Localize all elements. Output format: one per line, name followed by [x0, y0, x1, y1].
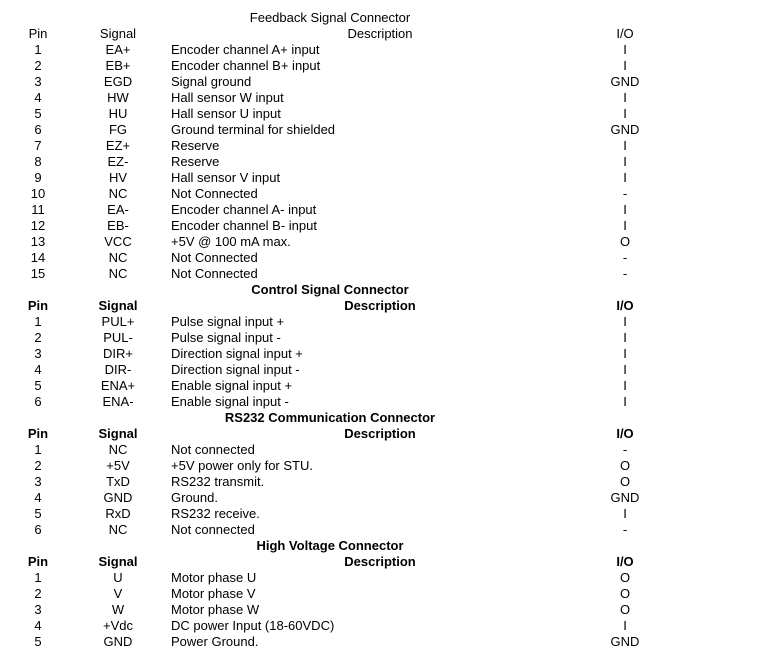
description-cell: Direction signal input +: [171, 346, 303, 361]
description-cell: Ground terminal for shielded: [171, 122, 336, 137]
signal-cell: W: [111, 602, 125, 617]
signal-cell: TxD: [106, 474, 130, 489]
description-cell: Encoder channel A- input: [171, 202, 317, 217]
section-title: Control Signal Connector: [251, 282, 409, 297]
section-title-row: [0, 538, 780, 554]
pin-cell: 5: [34, 378, 42, 393]
pin-cell: 1: [34, 314, 42, 329]
description-cell: Direction signal input -: [171, 362, 300, 377]
table-row: [0, 586, 780, 602]
table-row: [0, 170, 780, 186]
signal-cell: EZ-: [107, 154, 129, 169]
pin-cell: 12: [30, 218, 46, 233]
pin-cell: 1: [34, 42, 42, 57]
column-header-pin: Pin: [28, 26, 48, 41]
io-cell: GND: [610, 74, 640, 89]
description-cell: RS232 receive.: [171, 506, 260, 521]
io-cell: O: [619, 602, 631, 617]
column-header-signal: Signal: [98, 426, 138, 441]
io-cell: I: [623, 378, 627, 393]
signal-cell: +Vdc: [103, 618, 133, 633]
description-cell: Encoder channel B+ input: [171, 58, 321, 73]
column-header-description: Description: [347, 26, 413, 41]
pin-cell: 2: [34, 586, 42, 601]
pin-cell: 7: [34, 138, 42, 153]
io-cell: O: [619, 458, 631, 473]
description-cell: Not connected: [171, 442, 255, 457]
signal-cell: EB+: [105, 58, 131, 73]
pin-cell: 2: [34, 330, 42, 345]
description-cell: Ground.: [171, 490, 218, 505]
description-cell: Motor phase V: [171, 586, 256, 601]
io-cell: I: [623, 506, 627, 521]
signal-cell: HU: [108, 106, 128, 121]
table-header-row: [0, 26, 780, 42]
column-header-signal: Signal: [99, 26, 137, 41]
io-cell: O: [619, 586, 631, 601]
column-header-description: Description: [344, 298, 416, 313]
table-row: [0, 106, 780, 122]
pin-cell: 9: [34, 170, 42, 185]
pin-cell: 4: [34, 490, 42, 505]
pin-cell: 1: [34, 570, 42, 585]
section-title-row: [0, 410, 780, 426]
io-cell: -: [622, 250, 628, 265]
table-row: [0, 330, 780, 346]
table-row: [0, 570, 780, 586]
pin-cell: 10: [30, 186, 46, 201]
section-title-row: [0, 282, 780, 298]
description-cell: Motor phase W: [171, 602, 260, 617]
section-title-row: [0, 10, 780, 26]
io-cell: O: [619, 474, 631, 489]
table-row: [0, 522, 780, 538]
description-cell: Motor phase U: [171, 570, 257, 585]
table-row: [0, 74, 780, 90]
description-cell: Not Connected: [171, 250, 258, 265]
table-row: [0, 250, 780, 266]
signal-cell: RxD: [105, 506, 131, 521]
description-cell: Not connected: [171, 522, 255, 537]
section-title: High Voltage Connector: [256, 538, 404, 553]
signal-cell: GND: [103, 490, 133, 505]
table-header-row: [0, 298, 780, 314]
table-row: [0, 234, 780, 250]
table-row: [0, 506, 780, 522]
description-cell: Reserve: [171, 138, 220, 153]
column-header-signal: Signal: [98, 298, 138, 313]
table-row: [0, 474, 780, 490]
pin-cell: 4: [34, 362, 42, 377]
io-cell: GND: [610, 490, 640, 505]
section-title: Feedback Signal Connector: [249, 10, 411, 25]
signal-cell: PUL+: [101, 314, 135, 329]
io-cell: I: [623, 330, 627, 345]
io-cell: I: [623, 90, 627, 105]
signal-cell: NC: [108, 522, 128, 537]
description-cell: Pulse signal input -: [171, 330, 281, 345]
signal-cell: V: [113, 586, 123, 601]
signal-cell: HW: [107, 90, 129, 105]
column-header-io: I/O: [616, 26, 634, 41]
signal-cell: NC: [108, 266, 128, 281]
pin-cell: 5: [34, 506, 42, 521]
signal-cell: DIR+: [103, 346, 133, 361]
column-header-signal: Signal: [98, 554, 138, 569]
pin-cell: 5: [34, 634, 42, 649]
table-row: [0, 378, 780, 394]
io-cell: I: [623, 314, 627, 329]
io-cell: I: [623, 362, 627, 377]
io-cell: I: [623, 346, 627, 361]
signal-cell: ENA-: [102, 394, 134, 409]
signal-cell: EA+: [105, 42, 131, 57]
description-cell: Enable signal input +: [171, 378, 293, 393]
io-cell: -: [622, 186, 628, 201]
table-row: [0, 458, 780, 474]
io-cell: GND: [610, 634, 640, 649]
column-header-description: Description: [344, 554, 416, 569]
pin-cell: 15: [30, 266, 46, 281]
table-row: [0, 346, 780, 362]
description-cell: Pulse signal input +: [171, 314, 285, 329]
table-row: [0, 602, 780, 618]
description-cell: Power Ground.: [171, 634, 259, 649]
io-cell: I: [623, 218, 627, 233]
io-cell: I: [623, 170, 627, 185]
description-cell: Not Connected: [171, 186, 258, 201]
io-cell: I: [623, 106, 627, 121]
description-cell: Signal ground: [171, 74, 252, 89]
column-header-description: Description: [344, 426, 416, 441]
description-cell: Encoder channel A+ input: [171, 42, 320, 57]
pin-cell: 4: [34, 618, 42, 633]
signal-cell: FG: [108, 122, 128, 137]
pin-cell: 14: [30, 250, 46, 265]
description-cell: Encoder channel B- input: [171, 218, 317, 233]
column-header-pin: Pin: [27, 298, 49, 313]
io-cell: I: [623, 58, 627, 73]
signal-cell: VCC: [104, 234, 132, 249]
pin-cell: 3: [34, 474, 42, 489]
table-row: [0, 394, 780, 410]
table-row: [0, 218, 780, 234]
description-cell: Enable signal input -: [171, 394, 289, 409]
table-row: [0, 138, 780, 154]
signal-cell: ENA+: [100, 378, 136, 393]
pin-cell: 2: [34, 58, 42, 73]
table-row: [0, 202, 780, 218]
table-row: [0, 154, 780, 170]
io-cell: -: [622, 266, 628, 281]
table-row: [0, 618, 780, 634]
io-cell: I: [623, 618, 627, 633]
description-cell: Reserve: [171, 154, 220, 169]
table-row: [0, 42, 780, 58]
description-cell: RS232 transmit.: [171, 474, 265, 489]
pin-cell: 4: [34, 90, 42, 105]
description-cell: Hall sensor V input: [171, 170, 281, 185]
pin-cell: 6: [34, 522, 42, 537]
description-cell: +5V @ 100 mA max.: [171, 234, 291, 249]
description-cell: Hall sensor U input: [171, 106, 281, 121]
table-row: [0, 122, 780, 138]
pin-cell: 6: [34, 122, 42, 137]
io-cell: I: [623, 42, 627, 57]
signal-cell: PUL-: [103, 330, 133, 345]
signal-cell: NC: [108, 186, 128, 201]
signal-cell: EZ+: [105, 138, 131, 153]
signal-cell: U: [113, 570, 123, 585]
table-row: [0, 90, 780, 106]
io-cell: -: [622, 522, 628, 537]
signal-cell: HV: [108, 170, 128, 185]
io-cell: I: [623, 394, 627, 409]
table-row: [0, 58, 780, 74]
column-header-pin: Pin: [27, 426, 49, 441]
pin-cell: 2: [34, 458, 42, 473]
table-row: [0, 314, 780, 330]
pin-cell: 3: [34, 346, 42, 361]
pin-cell: 3: [34, 602, 42, 617]
table-header-row: [0, 426, 780, 442]
io-cell: GND: [610, 122, 640, 137]
signal-cell: NC: [108, 250, 128, 265]
pin-cell: 5: [34, 106, 42, 121]
io-cell: O: [619, 570, 631, 585]
io-cell: I: [623, 138, 627, 153]
description-cell: +5V power only for STU.: [171, 458, 313, 473]
column-header-io: I/O: [616, 554, 634, 569]
signal-cell: EA-: [107, 202, 129, 217]
signal-cell: EB-: [107, 218, 129, 233]
pin-cell: 8: [34, 154, 42, 169]
column-header-io: I/O: [616, 298, 634, 313]
table-row: [0, 442, 780, 458]
io-cell: I: [623, 154, 627, 169]
signal-cell: NC: [108, 442, 128, 457]
signal-cell: EGD: [103, 74, 133, 89]
pin-cell: 6: [34, 394, 42, 409]
column-header-pin: Pin: [27, 554, 49, 569]
table-row: [0, 490, 780, 506]
column-header-io: I/O: [616, 426, 634, 441]
signal-cell: +5V: [106, 458, 130, 473]
pin-cell: 1: [34, 442, 42, 457]
pin-cell: 13: [30, 234, 46, 249]
pin-cell: 3: [34, 74, 42, 89]
table-row: [0, 186, 780, 202]
signal-cell: DIR-: [104, 362, 132, 377]
pin-cell: 11: [31, 202, 45, 217]
description-cell: DC power Input (18-60VDC): [171, 618, 335, 633]
table-row: [0, 634, 780, 650]
io-cell: I: [623, 202, 627, 217]
signal-cell: GND: [103, 634, 133, 649]
description-cell: Hall sensor W input: [171, 90, 284, 105]
description-cell: Not Connected: [171, 266, 258, 281]
io-cell: -: [622, 442, 628, 457]
table-row: [0, 266, 780, 282]
table-row: [0, 362, 780, 378]
io-cell: O: [619, 234, 631, 249]
section-title: RS232 Communication Connector: [224, 410, 436, 425]
connector-pinout-document: [0, 10, 780, 650]
table-header-row: [0, 554, 780, 570]
